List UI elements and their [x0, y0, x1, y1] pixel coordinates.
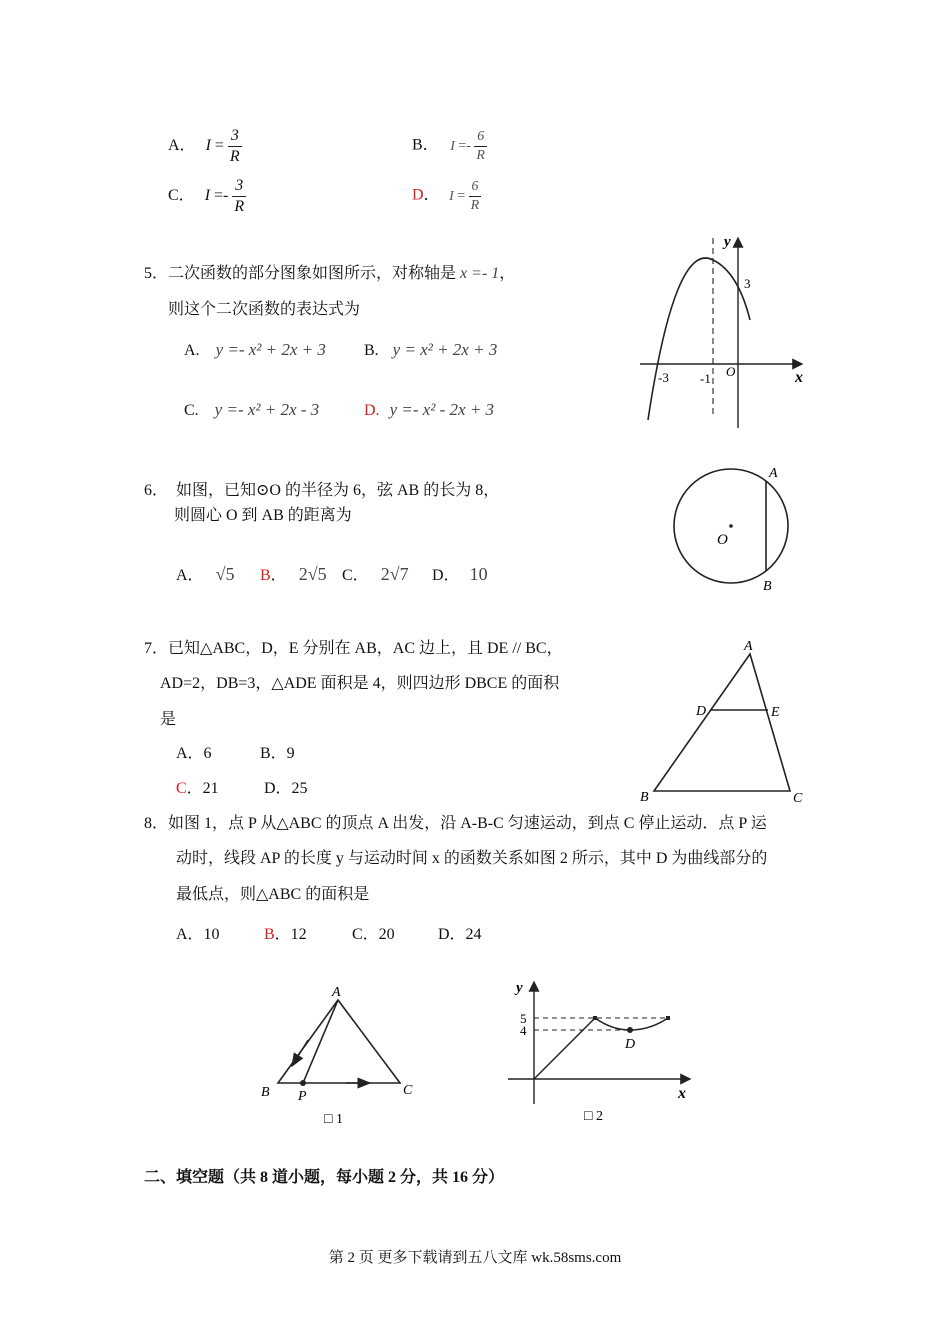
q8-figure-2	[500, 972, 700, 1128]
fraction: $\frac{3}{R}$	[234, 177, 245, 215]
label-d: D	[696, 704, 707, 719]
q7-option-d: D．25	[264, 780, 308, 797]
q5-option-a: A. y =- x² + 2x + 3	[184, 340, 326, 359]
q8-stem-line3: 最低点，则△ABC 的面积是	[176, 886, 370, 903]
label-a: A	[769, 466, 778, 481]
label-b: B	[763, 579, 772, 594]
q6-option-a: A． √5	[176, 564, 235, 584]
q4-option-b: B． I =- $\frac{6}{R}$	[412, 129, 485, 163]
q5-stem-line2: 则这个二次函数的表达式为	[168, 301, 361, 318]
q7-stem-line1: 7．已知△ABC，D，E 分别在 AB，AC 边上，且 DE // BC，	[144, 640, 563, 657]
label-o: O	[717, 532, 728, 548]
q4-option-a: A． I = $\frac{3}{R}$	[168, 127, 240, 165]
origin-label: O	[726, 364, 736, 379]
fraction: $\frac{6}{R}$	[470, 179, 480, 213]
label-a: A	[332, 985, 341, 1000]
caption-fig2: □ 2	[584, 1109, 603, 1124]
q4-option-c: C． I =- $\frac{3}{R}$	[168, 177, 245, 215]
section-2-title: 二、填空题（共 8 道小题，每小题 2 分，共 16 分）	[144, 1169, 505, 1186]
q5-option-d: D. y =- x² - 2x + 3	[364, 400, 495, 419]
q8-figure-1	[256, 982, 426, 1132]
tick-neg1: -1	[700, 371, 711, 386]
q8-stem-line1: 8．如图 1，点 P 从△ABC 的顶点 A 出发，沿 A-B-C 匀速运动，到点 C 停止运动．点 P 运	[144, 815, 767, 832]
tick-4: 4	[520, 1023, 527, 1038]
point-d	[627, 1027, 633, 1033]
x-axis-label: x	[678, 1085, 686, 1102]
line-segment	[534, 1018, 595, 1079]
q6-option-d: D． 10	[432, 564, 488, 584]
label-b: B	[640, 790, 649, 805]
label-a: A	[744, 639, 753, 654]
y-axis-label: y	[724, 234, 731, 250]
point-start-curve	[593, 1016, 597, 1020]
q5-option-c: C. y =- x² + 2x - 3	[184, 400, 320, 419]
q8-option-a: A．10	[176, 926, 220, 943]
tick-3: 3	[744, 276, 751, 291]
q5-option-b: B. y = x² + 2x + 3	[364, 340, 498, 359]
label-e: E	[771, 705, 780, 720]
q5-parabola-graph	[630, 230, 810, 435]
point-end-curve	[666, 1016, 670, 1020]
arrow-ab	[292, 1040, 308, 1066]
label-p: P	[298, 1089, 307, 1104]
q7-stem-line2: AD=2，DB=3，△ADE 面积是 4，则四边形 DBCE 的面积	[160, 675, 560, 692]
q7-stem-line3: 是	[160, 711, 177, 728]
center-point	[729, 524, 733, 528]
q6-stem-line1: 6． 如图，已知⊙O 的半径为 6，弦 AB 的长为 8，	[144, 482, 500, 499]
triangle-abc	[654, 654, 790, 791]
q6-option-c: C． 2√7	[342, 564, 409, 584]
triangle-abc	[278, 1000, 400, 1083]
q8-option-b: B．12	[264, 926, 307, 943]
q4-option-d: D． I = $\frac{6}{R}$	[412, 179, 480, 213]
q7-triangle-figure	[636, 636, 812, 806]
point-p	[300, 1080, 306, 1086]
parabola-curve	[648, 258, 750, 420]
q6-circle-figure	[665, 460, 800, 598]
label-b: B	[261, 1085, 270, 1100]
fraction: $\frac{3}{R}$	[229, 127, 240, 165]
q5-stem-line1: 5．二次函数的部分图象如图所示，对称轴是 x =- 1，	[144, 265, 516, 282]
y-axis-label: y	[516, 980, 523, 996]
tick-neg3: -3	[658, 370, 669, 385]
q7-option-a: A．6	[176, 745, 212, 762]
fraction: $\frac{6}{R}$	[476, 129, 485, 163]
q8-stem-line2: 动时，线段 AP 的长度 y 与运动时间 x 的函数关系如图 2 所示，其中 D 为曲线部分的	[176, 850, 768, 867]
label-c: C	[793, 791, 803, 806]
page-footer: 第 2 页 更多下载请到五八文库 wk.58sms.com	[328, 1250, 622, 1266]
q7-option-b: B．9	[260, 745, 295, 762]
x-axis-label: x	[795, 369, 803, 386]
q7-option-c: C．21	[176, 780, 219, 797]
q8-option-c: C．20	[352, 926, 395, 943]
q8-option-d: D．24	[438, 926, 482, 943]
caption-fig1: □ 1	[324, 1112, 343, 1127]
q6-option-b: B． 2√5	[260, 564, 327, 584]
q6-stem-line2: 则圆心 O 到 AB 的距离为	[174, 507, 352, 524]
tick-5: 5	[520, 1011, 527, 1026]
label-c: C	[403, 1083, 413, 1098]
label-d: D	[625, 1037, 636, 1052]
